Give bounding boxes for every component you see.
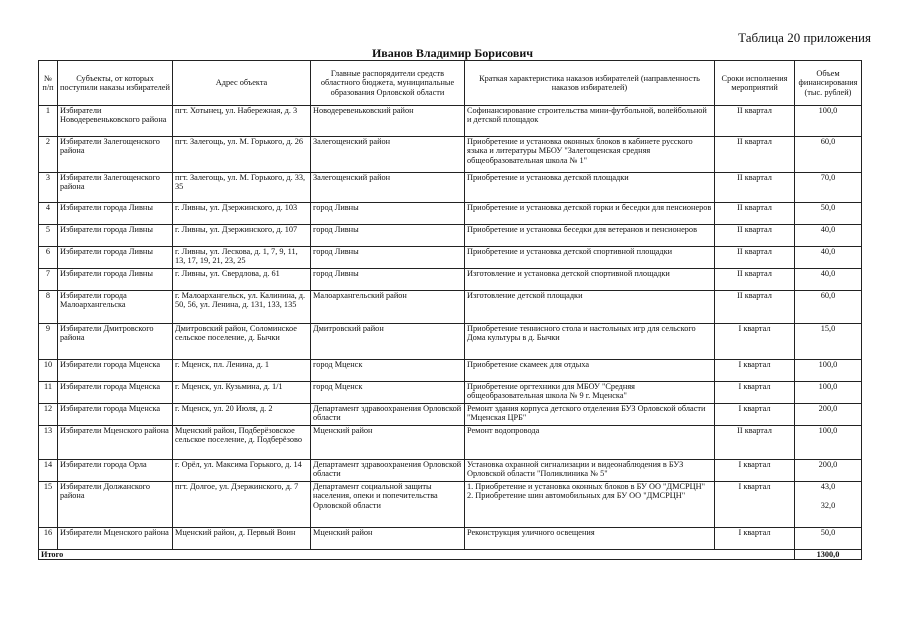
description-line: 2. Приобретение шин автомобильных для БУ ОО "ДМСРЦН" bbox=[467, 491, 686, 501]
row-number: 6 bbox=[39, 247, 58, 269]
row-number: 10 bbox=[39, 360, 58, 382]
header-description: Краткая характеристика наказов избирателей (направленность наказов избирателей) bbox=[465, 61, 715, 106]
row-term: I квартал bbox=[715, 360, 795, 382]
row-amount bbox=[795, 173, 862, 203]
row-number: 15 bbox=[39, 482, 58, 528]
row-subject: Избиратели Новодеревеньковского района bbox=[58, 106, 173, 137]
row-address: пгт. Долгое, ул. Дзержинского, д. 7 bbox=[173, 482, 311, 528]
row-manager: город Ливны bbox=[311, 247, 465, 269]
row-description bbox=[465, 137, 715, 173]
row-term: II квартал bbox=[715, 137, 795, 173]
row-term: I квартал bbox=[715, 382, 795, 404]
row-manager: Малоархангельский район bbox=[311, 291, 465, 324]
row-manager: Дмитровский район bbox=[311, 324, 465, 360]
row-amount bbox=[795, 382, 862, 404]
row-description bbox=[465, 173, 715, 203]
row-manager: город Мценск bbox=[311, 360, 465, 382]
row-subject: Избиратели Дмитровского района bbox=[58, 324, 173, 360]
header-manager: Главные распорядители средств областного бюджета, муниципальные образования Орловской области bbox=[311, 61, 465, 106]
row-manager: Департамент социальной защиты населения, опеки и попечительства Орловской области bbox=[311, 482, 465, 528]
row-term: II квартал bbox=[715, 225, 795, 247]
row-address: пгт. Хотынец, ул. Набережная, д. 3 bbox=[173, 106, 311, 137]
description-line: Приобретение и установка беседки для ветеранов и пенсионеров bbox=[467, 225, 697, 234]
header-subject: Субъекты, от которых поступили наказы избирателей bbox=[58, 61, 173, 106]
table-row bbox=[39, 247, 862, 269]
row-address: г. Ливны, ул. Дзержинского, д. 107 bbox=[173, 225, 311, 247]
row-description bbox=[465, 324, 715, 360]
row-term: I квартал bbox=[715, 482, 795, 528]
description-line: 1. Приобретение и установка оконных блоков в БУ ОО "ДМСРЦН" bbox=[467, 482, 705, 491]
table-row bbox=[39, 528, 862, 550]
row-number: 9 bbox=[39, 324, 58, 360]
header-address: Адрес объекта bbox=[173, 61, 311, 106]
table-body bbox=[39, 106, 862, 560]
amount-value: 60,0 bbox=[820, 137, 836, 146]
row-address: г. Мценск, ул. Кузьмина, д. 1/1 bbox=[173, 382, 311, 404]
row-term: II квартал bbox=[715, 291, 795, 324]
description-line: Ремонт здания корпуса детского отделения БУЗ Орловской области "Мценская ЦРБ" bbox=[467, 404, 706, 423]
row-address: г. Ливны, ул. Дзержинского, д. 103 bbox=[173, 203, 311, 225]
row-description bbox=[465, 404, 715, 426]
description-line: Изготовление детской площадки bbox=[467, 291, 583, 300]
row-amount bbox=[795, 404, 862, 426]
table-row bbox=[39, 324, 862, 360]
row-amount bbox=[795, 426, 862, 460]
description-line: Изготовление и установка детской спортивной площадки bbox=[467, 269, 670, 278]
amount-value: 200,0 bbox=[818, 404, 838, 413]
row-amount bbox=[795, 225, 862, 247]
row-manager: город Ливны bbox=[311, 225, 465, 247]
row-term: I квартал bbox=[715, 324, 795, 360]
row-subject: Избиратели Залегощенского района bbox=[58, 173, 173, 203]
total-label: Итого bbox=[39, 550, 795, 560]
row-amount bbox=[795, 247, 862, 269]
header-amount: Объем финансирования (тыс. рублей) bbox=[795, 61, 862, 106]
amount-value: 100,0 bbox=[818, 106, 838, 115]
row-manager: город Ливны bbox=[311, 269, 465, 291]
amount-value: 200,0 bbox=[818, 460, 838, 469]
table-row bbox=[39, 225, 862, 247]
row-term: II квартал bbox=[715, 203, 795, 225]
row-amount bbox=[795, 482, 862, 528]
row-description bbox=[465, 291, 715, 324]
row-subject: Избиратели города Ливны bbox=[58, 247, 173, 269]
row-subject: Избиратели города Орла bbox=[58, 460, 173, 482]
row-term: II квартал bbox=[715, 269, 795, 291]
amount-value: 50,0 bbox=[820, 528, 836, 537]
table-row bbox=[39, 173, 862, 203]
row-subject: Избиратели города Ливны bbox=[58, 269, 173, 291]
row-amount bbox=[795, 106, 862, 137]
row-number: 11 bbox=[39, 382, 58, 404]
amount-value: 50,0 bbox=[820, 203, 836, 212]
row-address: г. Ливны, ул. Лескова, д. 1, 7, 9, 11, 13, 17, 19, 21, 23, 25 bbox=[173, 247, 311, 269]
row-description bbox=[465, 247, 715, 269]
description-line: Реконструкция уличного освещения bbox=[467, 528, 595, 537]
table-row bbox=[39, 203, 862, 225]
row-manager: Мценский район bbox=[311, 426, 465, 460]
row-description bbox=[465, 360, 715, 382]
amount-value: 70,0 bbox=[820, 173, 836, 182]
row-description bbox=[465, 460, 715, 482]
row-number: 7 bbox=[39, 269, 58, 291]
row-subject: Избиратели города Ливны bbox=[58, 203, 173, 225]
row-term: II квартал bbox=[715, 247, 795, 269]
row-manager: город Ливны bbox=[311, 203, 465, 225]
row-amount bbox=[795, 137, 862, 173]
description-line: Установка охранной сигнализации и видеонаблюдения в БУЗ Орловской области "Поликлиника № 5" bbox=[467, 460, 684, 479]
row-number: 12 bbox=[39, 404, 58, 426]
row-term: I квартал bbox=[715, 528, 795, 550]
amount-value: 40,0 bbox=[820, 269, 836, 278]
row-term: I квартал bbox=[715, 460, 795, 482]
row-number: 14 bbox=[39, 460, 58, 482]
row-subject: Избиратели Мценского района bbox=[58, 426, 173, 460]
row-description bbox=[465, 106, 715, 137]
amount-value: 32,0 bbox=[820, 501, 836, 511]
row-address: пгт. Залегощь, ул. М. Горького, д. 26 bbox=[173, 137, 311, 173]
row-subject: Избиратели города Мценска bbox=[58, 382, 173, 404]
row-amount bbox=[795, 360, 862, 382]
row-term: II квартал bbox=[715, 173, 795, 203]
row-address: г. Ливны, ул. Свердлова, д. 61 bbox=[173, 269, 311, 291]
amount-value: 15,0 bbox=[820, 324, 836, 333]
amount-value: 40,0 bbox=[820, 225, 836, 234]
total-amount: 1300,0 bbox=[795, 550, 862, 560]
row-description bbox=[465, 203, 715, 225]
row-address: г. Малоархангельск, ул. Калинина, д. 50, 56, ул. Ленина, д. 131, 133, 135 bbox=[173, 291, 311, 324]
row-address: Мценский район, Подберёзовское сельское поселение, д. Подберёзово bbox=[173, 426, 311, 460]
row-address: Мценский район, д. Первый Воин bbox=[173, 528, 311, 550]
header-number: № п/п bbox=[39, 61, 58, 106]
row-term: I квартал bbox=[715, 404, 795, 426]
row-description bbox=[465, 482, 715, 528]
row-manager: Мценский район bbox=[311, 528, 465, 550]
row-amount bbox=[795, 291, 862, 324]
row-number: 4 bbox=[39, 203, 58, 225]
table-row bbox=[39, 404, 862, 426]
row-manager: Департамент здравоохранения Орловской области bbox=[311, 460, 465, 482]
row-term: II квартал bbox=[715, 426, 795, 460]
row-manager: Новодеревеньковский район bbox=[311, 106, 465, 137]
amount-value: 43,0 bbox=[820, 482, 836, 491]
row-address: Дмитровский район, Соломинское сельское поселение, д. Бычки bbox=[173, 324, 311, 360]
row-address: г. Мценск, ул. 20 Июля, д. 2 bbox=[173, 404, 311, 426]
row-subject: Избиратели города Малоархангельска bbox=[58, 291, 173, 324]
description-line: Приобретение и установка оконных блоков в кабинете русского языка и литературы МБОУ "Залегощенская средняя общеобразовательная школа № 1" bbox=[467, 137, 693, 165]
row-number: 5 bbox=[39, 225, 58, 247]
row-amount bbox=[795, 269, 862, 291]
row-subject: Избиратели Залегощенского района bbox=[58, 137, 173, 173]
table-row bbox=[39, 460, 862, 482]
description-line: Приобретение и установка детской площадки bbox=[467, 173, 629, 182]
row-amount bbox=[795, 460, 862, 482]
amount-value: 40,0 bbox=[820, 247, 836, 256]
row-description bbox=[465, 225, 715, 247]
row-address: г. Мценск, пл. Ленина, д. 1 bbox=[173, 360, 311, 382]
row-description bbox=[465, 528, 715, 550]
table-row bbox=[39, 106, 862, 137]
row-number: 8 bbox=[39, 291, 58, 324]
row-amount bbox=[795, 528, 862, 550]
row-number: 16 bbox=[39, 528, 58, 550]
row-description bbox=[465, 426, 715, 460]
description-line: Приобретение скамеек для отдыха bbox=[467, 360, 590, 369]
row-manager: Департамент здравоохранения Орловской области bbox=[311, 404, 465, 426]
row-manager: город Мценск bbox=[311, 382, 465, 404]
row-description bbox=[465, 269, 715, 291]
table-row bbox=[39, 382, 862, 404]
description-line: Софинансирование строительства мини-футбольной, волейбольной и детской площадок bbox=[467, 106, 707, 125]
row-number: 1 bbox=[39, 106, 58, 137]
row-subject: Избиратели города Мценска bbox=[58, 360, 173, 382]
header-term: Сроки исполнения мероприятий bbox=[715, 61, 795, 106]
row-subject: Избиратели города Ливны bbox=[58, 225, 173, 247]
table-row bbox=[39, 360, 862, 382]
table-row bbox=[39, 426, 862, 460]
description-line: Приобретение теннисного стола и настольных игр для сельского Дома культуры в д. Бычки bbox=[467, 324, 696, 343]
row-manager: Залегощенский район bbox=[311, 173, 465, 203]
row-number: 2 bbox=[39, 137, 58, 173]
page-title: Иванов Владимир Борисович bbox=[371, 46, 534, 60]
table-header-row bbox=[39, 61, 862, 106]
row-address: пгт. Залегощь, ул. М. Горького, д. 33, 35 bbox=[173, 173, 311, 203]
row-subject: Избиратели города Мценска bbox=[58, 404, 173, 426]
row-description bbox=[465, 382, 715, 404]
table-row bbox=[39, 137, 862, 173]
description-line: Приобретение и установка детской спортивной площадки bbox=[467, 247, 673, 256]
table-caption: Таблица 20 приложения bbox=[738, 30, 871, 45]
row-subject: Избиратели Мценского района bbox=[58, 528, 173, 550]
row-number: 3 bbox=[39, 173, 58, 203]
row-manager: Залегощенский район bbox=[311, 137, 465, 173]
total-row bbox=[39, 550, 862, 560]
row-address: г. Орёл, ул. Максима Горького, д. 14 bbox=[173, 460, 311, 482]
amount-value: 100,0 bbox=[818, 426, 838, 435]
row-subject: Избиратели Должанского района bbox=[58, 482, 173, 528]
row-amount bbox=[795, 324, 862, 360]
amount-value: 100,0 bbox=[818, 360, 838, 369]
description-line: Приобретение и установка детской горки и беседки для пенсионеров bbox=[467, 203, 712, 212]
orders-table bbox=[38, 60, 862, 560]
table-row bbox=[39, 291, 862, 324]
row-amount bbox=[795, 203, 862, 225]
row-term: II квартал bbox=[715, 106, 795, 137]
table-row bbox=[39, 482, 862, 528]
table-row bbox=[39, 269, 862, 291]
description-line: Приобретение оргтехники для МБОУ "Средняя общеобразовательная школа № 9 г. Мценска" bbox=[467, 382, 635, 401]
amount-value: 100,0 bbox=[818, 382, 838, 391]
amount-value: 60,0 bbox=[820, 291, 836, 300]
row-number: 13 bbox=[39, 426, 58, 460]
description-line: Ремонт водопровода bbox=[467, 426, 540, 435]
